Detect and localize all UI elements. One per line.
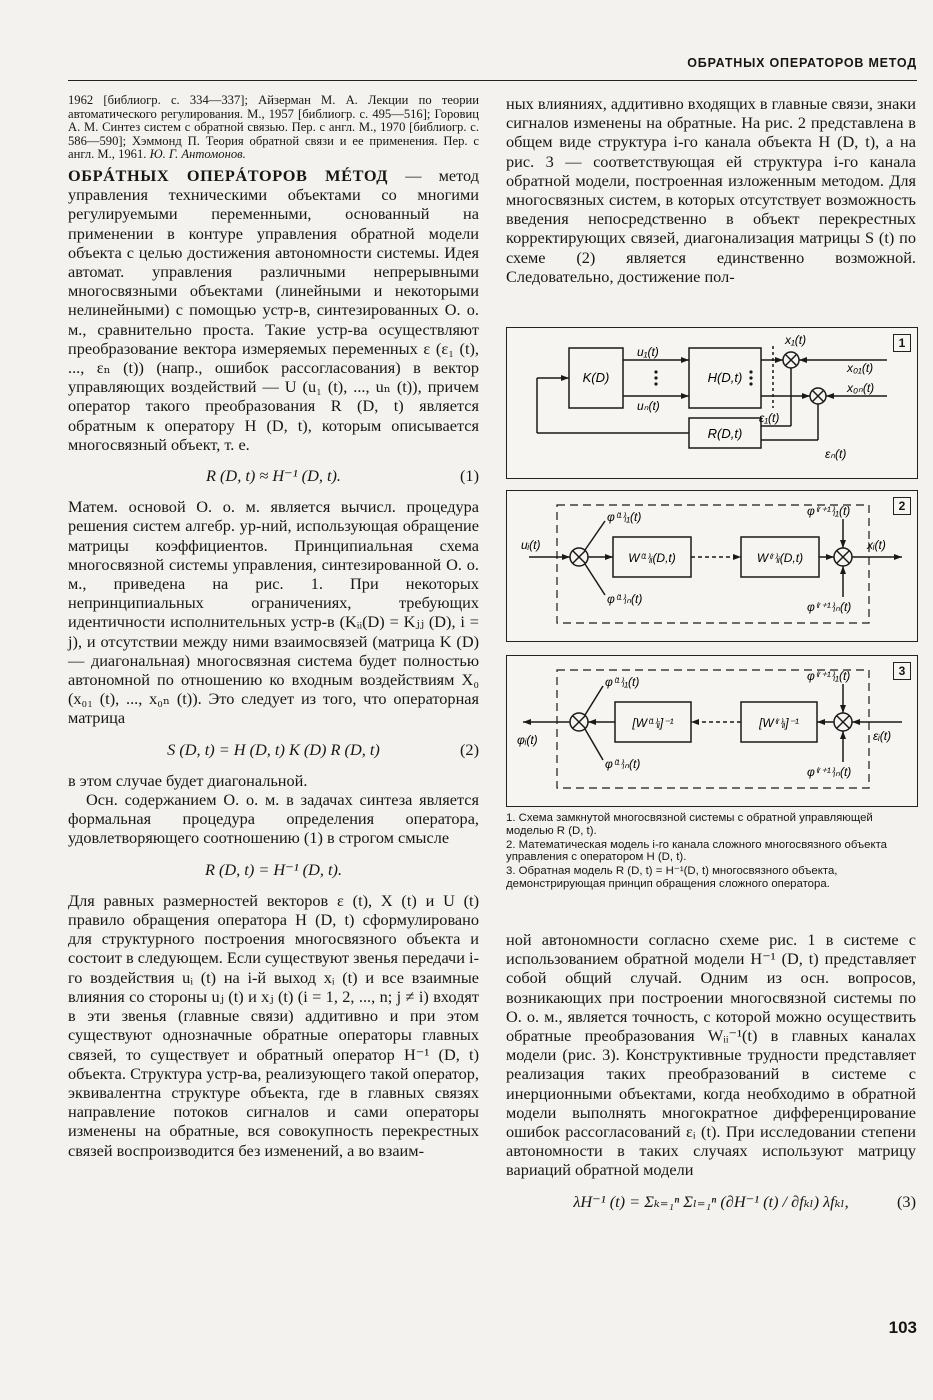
label-phi1-n: φ⁽¹⁾ᵢₙ(t) [605, 757, 641, 771]
label-x0n: x₀ₙ(t) [847, 381, 875, 395]
label-w1: W⁽¹⁾ᵢᵢ(D,t) [628, 551, 676, 565]
figure-1-diagram [507, 328, 914, 475]
label-x1: x₁(t) [785, 333, 807, 347]
label-phir-n: φ⁽ʳ⁺¹⁾ᵢₙ(t) [807, 600, 852, 614]
label-kd: K(D) [582, 370, 610, 385]
label-en: εₙ(t) [825, 447, 847, 461]
paragraph-5: Для равных размерностей векторов ε (t), X (t) и U (t) правило обращения оператора H (D, t) сформулировано для структурного построения многосвязного объекта и состоит в следующем. Если существуют звенья передачи i-го воздействия uᵢ (t) на i-й выход xᵢ (t) и все взаимные влияния со стороны uⱼ (t) и xⱼ (t) (i = 1, 2, ..., n; j ≠ i) входят в эти звенья (главные связи) аддитивно и при этом существуют однозначные обратные операторы главных связей, то существует и обратный оператор H⁻¹ (D, t) объекта. Структура устр-ва, реализующего такой оператор, эквивалентна структуре объекта, где в главных связях направление потоков сигналов и сами операторы изменены на обратные, вся совокупность перекрестных связей воспроизводится без изменений, а во взаим- [68, 890, 479, 1160]
article-headword: ОБРÁТНЫХ ОПЕРÁТОРОВ МÉТОД [68, 165, 389, 185]
label-phir-1: φ⁽ʳ⁺¹⁾ᵢ₁(t) [807, 669, 851, 683]
formula-3-body: R (D, t) = H⁻¹ (D, t). [204, 859, 343, 879]
label-rdt: R(D,t) [707, 426, 743, 441]
formula-4 [506, 1192, 916, 1211]
figure-1-number: 1 [893, 334, 911, 352]
label-wr-inv: [W⁽ʳ⁾ᵢᵢ]⁻¹ [759, 716, 799, 730]
label-x01: x₀₁(t) [847, 361, 874, 375]
paragraph-1: — метод управления техническими объектами со многими регулируемыми переменными, основанный на применении в контуре управления обратной модели объекта с целью достижения автономности системы. Идея автомат. управления различными непрерывными многосвязными объектами (линейными и некоторыми нелинейными) с помощью устр-в, синтезированных О. о. м., сравнительно проста. Такие устр-ва осуществляют преобразование вектора измеряемых переменных ε (ε₁ (t), ..., εₙ (t)) (напр., ошибок рассогласования) в вектор управляющих воздействий — U (u₁ (t), ..., uₙ (t)), причем оператор такого преобразования R (D, t) является обратным к оператору H (D, t), которым описывается многосвязный объект, т. е. [68, 165, 479, 454]
paragraph-6: ных влияниях, аддитивно входящих в главные связи, знаки сигналов изменены на обратные. На рис. 2 представлена в общем виде структура i-го канала объекта H (D, t), а на рис. 3 — соответствующая ей структура i-го канала обратной модели, построенная изложенным методом. Для многосвязных систем, в которых отсутствует возможность введения непосредственно в объект перекрестных корректирующих связей, диагонализация матрицы S (t) по схеме (2) является единственно возможной. Следовательно, достижение пол- [506, 94, 916, 286]
bibliography-author: Ю. Г. Антомонов. [149, 147, 246, 162]
right-column-bottom [506, 930, 916, 1223]
figure-2-diagram [507, 491, 914, 638]
label-u1: u₁(t) [637, 345, 659, 359]
caption-1: 1. Схема замкнутой многосвязной системы с обратной управляющей моделью R (D, t). [506, 812, 873, 837]
label-phi1-1: φ⁽¹⁾ᵢ₁(t) [607, 510, 642, 524]
formula-2-number: (2) [460, 739, 479, 759]
label-ui: uᵢ(t) [521, 538, 541, 552]
figure-captions [506, 812, 916, 892]
bibliography-text: 1962 [библиогр. с. 334—337]; Айзерман М. А. Лекции по теории автоматического регулирования. М., 1957 [библиогр. с. 495—516]; Горовиц А. М. Синтез систем с обратной связью. Пер. с англ. М., 1970 [библиогр. с. 586—590]; Хэммонд П. Теория обратной связи и ее применения. Пер. с англ. М., 1961. [68, 93, 479, 162]
label-un: uₙ(t) [637, 399, 660, 413]
label-hdt: H(D,t) [707, 370, 743, 385]
paragraph-4: Осн. содержанием О. о. м. в задачах синтеза является формальная процедура определения оператора, удовлетворяющего соотношению (1) в строгом смысле [68, 790, 479, 848]
formula-2 [68, 740, 479, 759]
label-phir-n: φ⁽ʳ⁺¹⁾ᵢₙ(t) [807, 765, 852, 779]
figure-2 [506, 490, 918, 642]
page-number: 103 [888, 1318, 917, 1337]
caption-2: 2. Математическая модель i-го канала сложного многосвязного объекта управления с оператором H (D, t). [506, 838, 888, 864]
label-ei: εᵢ(t) [873, 729, 892, 743]
figure-2-number: 2 [893, 497, 911, 515]
formula-4-body: λH⁻¹ (t) = Σₖ₌₁ⁿ Σₗ₌₁ⁿ (∂H⁻¹ (t) / ∂fₖₗ) λfₖₗ, [573, 1191, 849, 1211]
paragraph-3: в этом случае будет диагональной. [68, 770, 308, 790]
right-column-top [506, 94, 916, 286]
label-phi1-1: φ⁽¹⁾ᵢ₁(t) [605, 675, 640, 689]
figure-1 [506, 327, 918, 479]
figure-3-diagram [507, 656, 914, 803]
formula-1 [68, 466, 479, 485]
figure-3-number: 3 [893, 662, 911, 680]
label-phii: φᵢ(t) [517, 733, 538, 747]
formula-1-number: (1) [460, 466, 479, 486]
formula-2-body: S (D, t) = H (D, t) K (D) R (D, t) [167, 739, 380, 759]
paragraph-2: Матем. основой О. о. м. является вычисл. процедура решения систем алгебр. ур-ний, использующая обращение матрицы коэффициентов. Принципиальная схема многосвязной системы управления, синтезированной О. о. м., приведена на рис. 1. При некоторых непринципиальных ограничениях, требующих идентичности исполнительных устр-в (Kᵢᵢ(D) = Kⱼⱼ (D), i = j), и отсутствии между ними взаимосвязей (матрица K (D) — диагональная) многосвязная система будет полностью автономной по отношению ко входным воздействиям X₀ (x₀₁ (t), ..., x₀ₙ (t)). Это следует из того, что операторная матрица [68, 497, 479, 728]
label-xi: xᵢ(t) [867, 538, 886, 552]
label-e1: ε₁(t) [759, 411, 780, 425]
header-rule [68, 80, 917, 81]
formula-3 [68, 860, 479, 879]
figure-3 [506, 655, 918, 807]
label-w1-inv: [W⁽¹⁾ᵢᵢ]⁻¹ [632, 716, 674, 730]
paragraph-7: ной автономности согласно схеме рис. 1 в системе с использованием обратной модели H⁻¹ (D, t) представляет собой общий случай. Одним из осн. вопросов, возникающих при построении многосвязной системы по О. о. м., является точность, с которой можно осуществить обратные преобразования Wᵢᵢ⁻¹(t) в главных каналах модели (рис. 3). Конструктивные трудности представляет реализация таких преобразований в системе с инерционными объектами, когда необходимо в обратной модели выполнять многократное дифференцирование ошибок рассогласований εᵢ (t). При исследовании степени автономности в таких случаях используют матрицу вариаций обратной модели [506, 930, 916, 1180]
label-phir-1: φ⁽ʳ⁺¹⁾ᵢ₁(t) [807, 504, 851, 518]
formula-1-body: R (D, t) ≈ H⁻¹ (D, t). [206, 466, 341, 486]
label-wr: W⁽ʳ⁾ᵢᵢ(D,t) [756, 551, 804, 565]
caption-3: 3. Обратная модель R (D, t) = H⁻¹(D, t) многосвязного объекта, демонстрирующая принцип обращения сложного оператора. [506, 865, 838, 890]
bibliography [68, 94, 479, 162]
label-phi1-n: φ⁽¹⁾ᵢₙ(t) [607, 592, 643, 606]
running-head: ОБРАТНЫХ ОПЕРАТОРОВ МЕТОД [687, 56, 917, 70]
formula-4-number: (3) [897, 1191, 916, 1211]
article-intro [68, 166, 479, 454]
left-column [68, 94, 479, 1160]
